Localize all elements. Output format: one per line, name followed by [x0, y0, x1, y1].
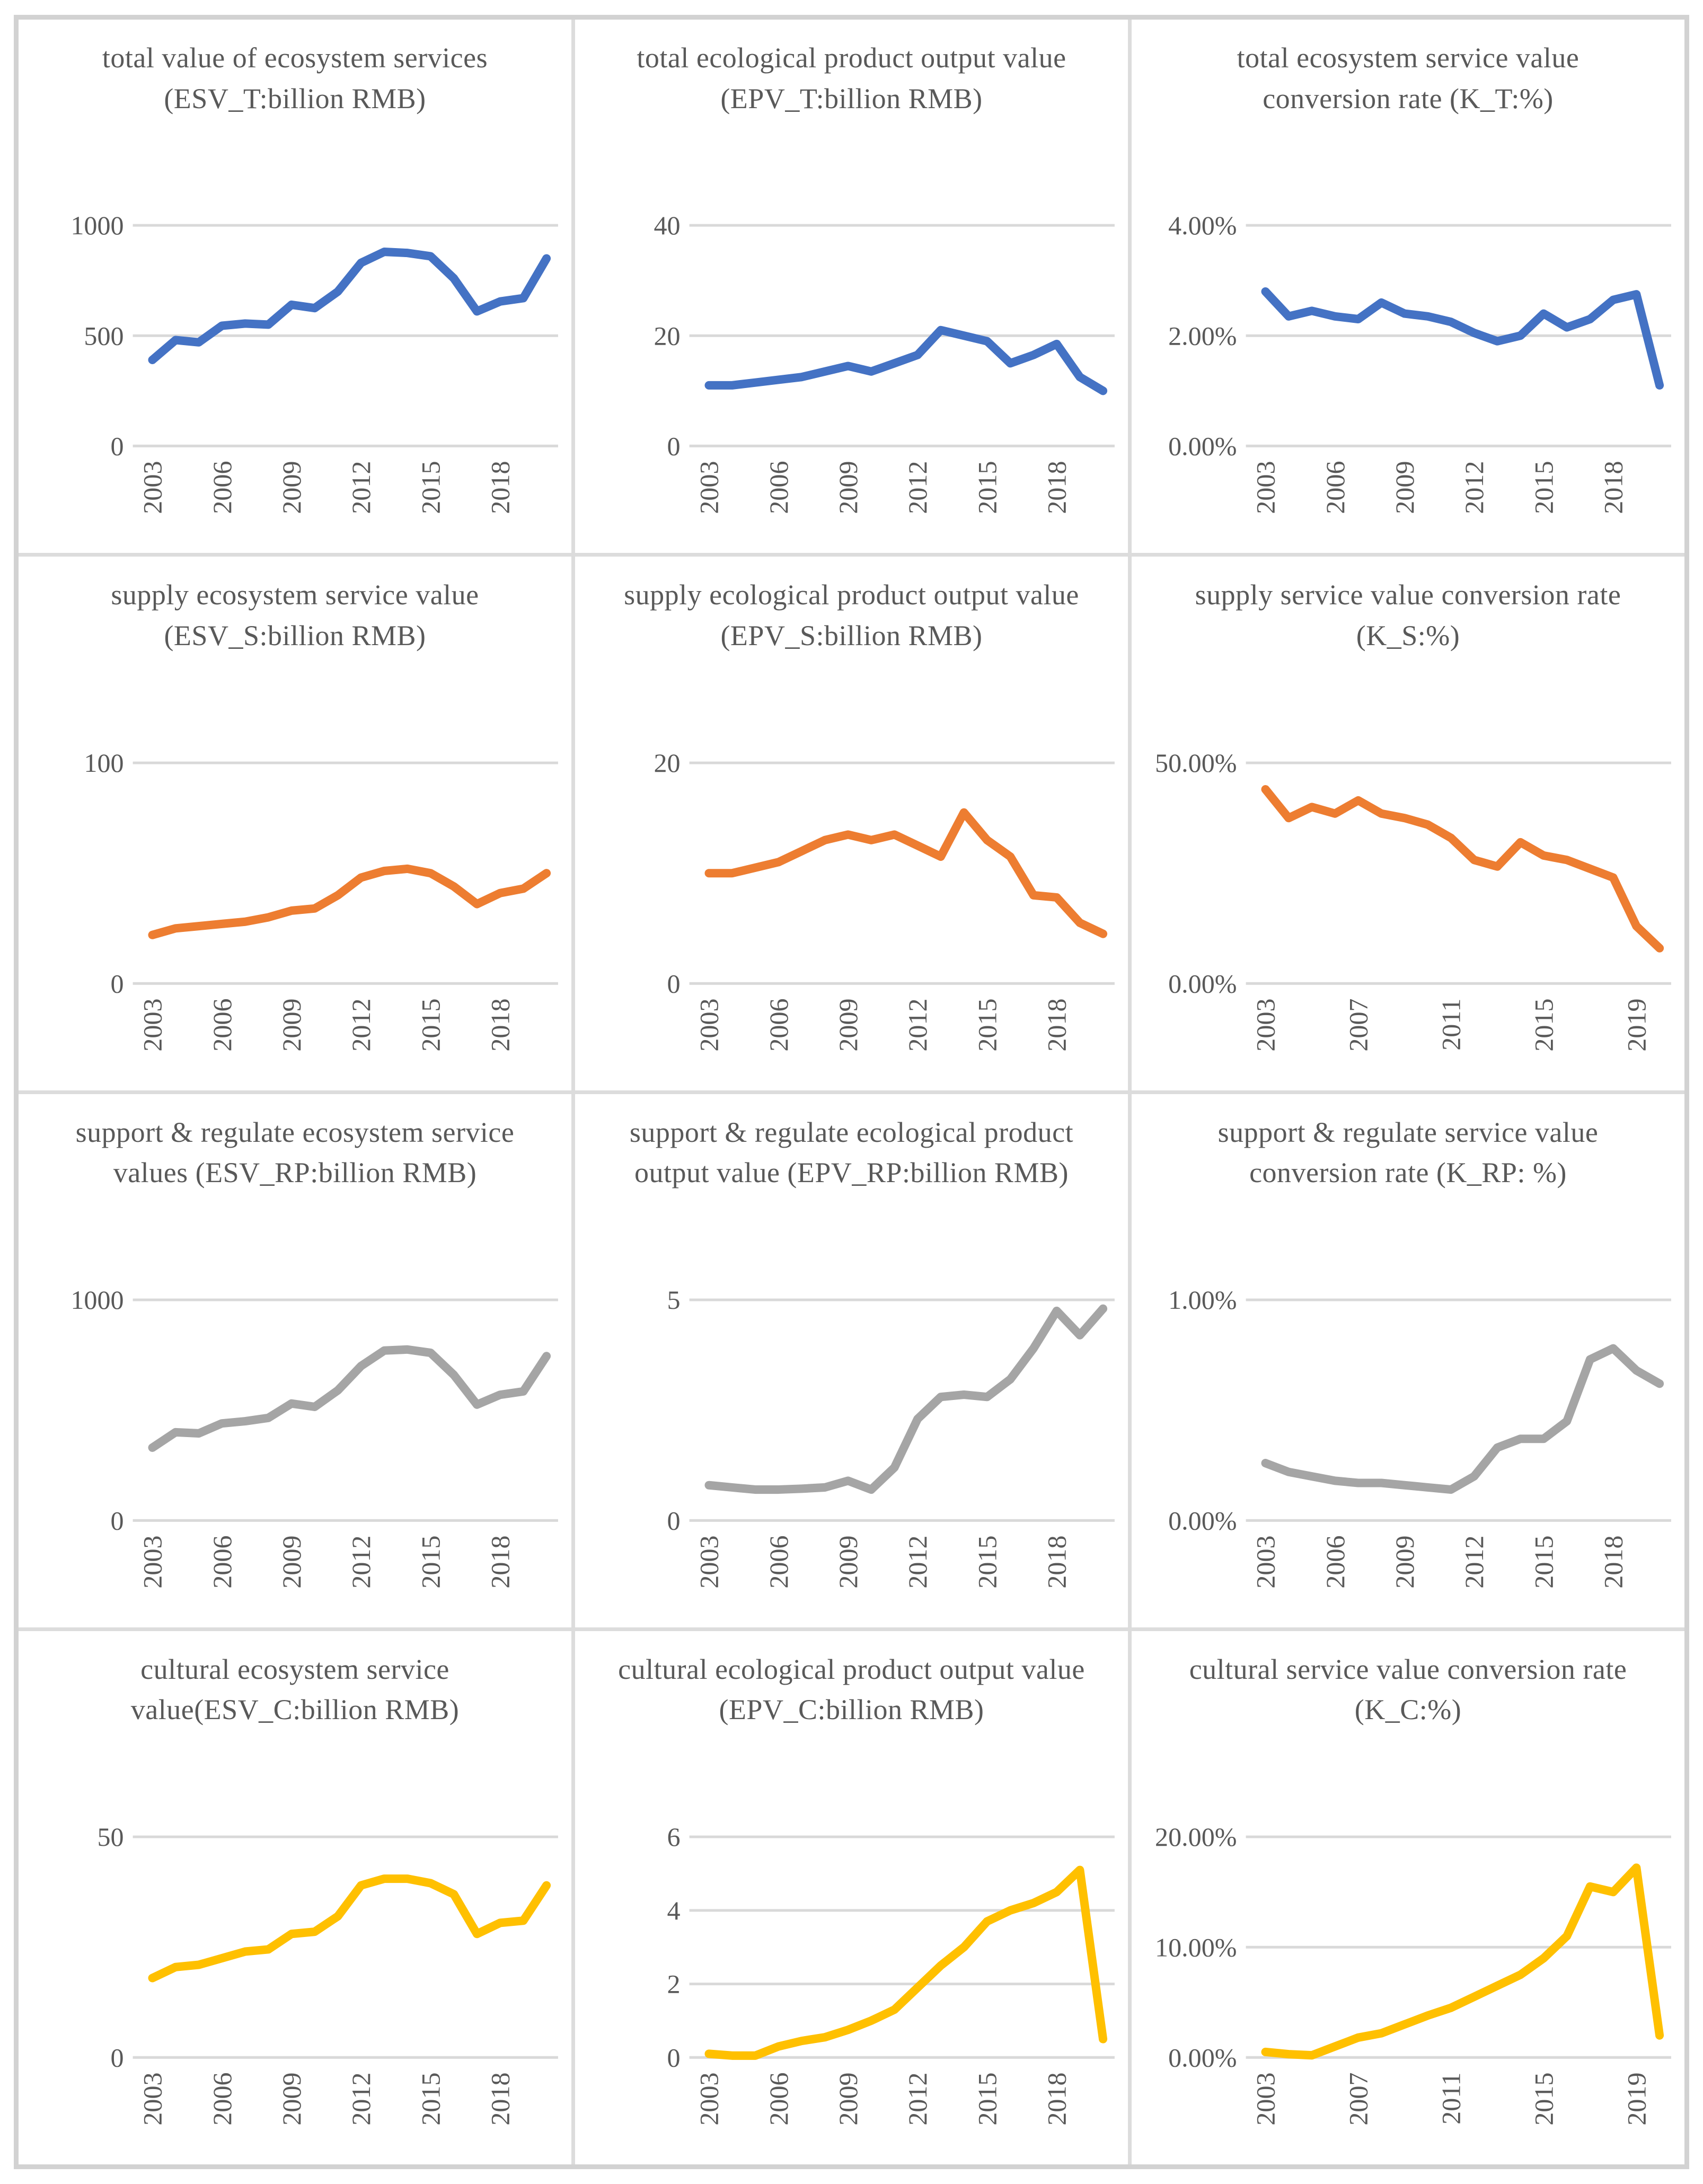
chart-cell-k-s	[1132, 557, 1684, 1090]
chart-title: support & regulate service value conversion rate (K_RP: %)	[1217, 1116, 1599, 1189]
x-tick-label: 2012	[903, 998, 933, 1052]
chart-cell-esv-t	[19, 20, 571, 553]
x-tick-label: 2003	[137, 1535, 167, 1589]
series-line	[1266, 292, 1660, 385]
x-tick-label: 2015	[972, 2072, 1002, 2126]
x-tick-label: 2012	[903, 1535, 933, 1589]
x-tick-label: 2018	[485, 461, 515, 515]
chart-grid	[14, 15, 1689, 2169]
y-tick-label: 40	[654, 210, 681, 241]
chart-title: total ecosystem service value conversion rate (K_T:%)	[1237, 42, 1580, 115]
series-line	[709, 1870, 1104, 2056]
y-tick-label: 0	[667, 2042, 681, 2073]
chart-cell-k-t	[1132, 20, 1684, 553]
x-tick-label: 2018	[1042, 998, 1072, 1052]
line-chart-esv-rp	[19, 1279, 571, 1624]
x-tick-label: 2012	[1459, 461, 1489, 515]
y-tick-label: 2.00%	[1168, 321, 1237, 351]
line-chart-epv-t	[575, 204, 1128, 550]
x-tick-label: 2015	[1529, 2072, 1559, 2126]
y-tick-label: 10.00%	[1155, 1932, 1237, 1962]
y-tick-label: 4	[667, 1896, 681, 1926]
line-chart-k-s	[1132, 742, 1684, 1087]
line-chart-esv-s	[19, 742, 571, 1087]
chart-cell-epv-rp	[575, 1094, 1128, 1627]
x-tick-label: 2003	[137, 998, 167, 1052]
y-tick-label: 0	[110, 968, 124, 998]
x-tick-label: 2012	[903, 461, 933, 515]
y-tick-label: 0	[110, 1505, 124, 1536]
x-tick-label: 2003	[1250, 461, 1281, 515]
x-tick-label: 2018	[485, 2072, 515, 2126]
chart-cell-epv-t	[575, 20, 1128, 553]
x-tick-label: 2009	[277, 461, 307, 515]
x-tick-label: 2012	[346, 2072, 376, 2126]
x-tick-label: 2009	[277, 2072, 307, 2126]
chart-title: cultural ecological product output value (EPV_C:billion RMB)	[618, 1653, 1085, 1726]
x-tick-label: 2018	[1042, 2072, 1072, 2126]
x-tick-label: 2018	[1042, 461, 1072, 515]
chart-title: support & regulate ecosystem service values (ESV_RP:billion RMB)	[75, 1116, 515, 1189]
series-line	[153, 1350, 547, 1448]
x-tick-label: 2009	[833, 998, 863, 1052]
y-tick-label: 0.00%	[1168, 2042, 1237, 2073]
x-tick-label: 2019	[1621, 2072, 1652, 2126]
x-tick-label: 2006	[763, 998, 793, 1052]
y-tick-label: 0.00%	[1168, 1505, 1237, 1536]
x-tick-label: 2019	[1621, 998, 1652, 1052]
series-line	[709, 812, 1104, 934]
line-chart-esv-t	[19, 204, 571, 550]
y-tick-label: 0.00%	[1168, 431, 1237, 461]
y-tick-label: 50	[97, 1822, 124, 1852]
chart-title: supply service value conversion rate (K_S:%)	[1195, 579, 1621, 651]
series-line	[1266, 1868, 1660, 2056]
x-tick-label: 2009	[833, 1535, 863, 1589]
x-tick-label: 2006	[1320, 1535, 1350, 1589]
x-tick-label: 2012	[903, 2072, 933, 2126]
y-tick-label: 5	[667, 1285, 681, 1315]
x-tick-label: 2015	[1529, 461, 1559, 515]
chart-title: cultural service value conversion rate (K_C:%)	[1189, 1653, 1627, 1726]
y-tick-label: 500	[84, 321, 124, 351]
y-tick-label: 50.00%	[1155, 747, 1237, 778]
x-tick-label: 2018	[485, 998, 515, 1052]
series-line	[709, 330, 1104, 391]
y-tick-label: 0	[110, 431, 124, 461]
x-tick-label: 2012	[346, 998, 376, 1052]
x-tick-label: 2006	[763, 461, 793, 515]
y-tick-label: 4.00%	[1168, 210, 1237, 241]
y-tick-label: 20	[654, 747, 681, 778]
chart-cell-epv-s	[575, 557, 1128, 1090]
line-chart-k-rp	[1132, 1279, 1684, 1624]
x-tick-label: 2009	[1390, 1535, 1420, 1589]
x-tick-label: 2009	[277, 1535, 307, 1589]
x-tick-label: 2003	[694, 998, 724, 1052]
y-tick-label: 0.00%	[1168, 968, 1237, 998]
chart-title: supply ecosystem service value (ESV_S:billion RMB)	[111, 579, 479, 651]
x-tick-label: 2015	[1529, 1535, 1559, 1589]
chart-title: total value of ecosystem services (ESV_T:billion RMB)	[102, 42, 488, 115]
x-tick-label: 2015	[416, 2072, 446, 2126]
chart-title: total ecological product output value (EPV_T:billion RMB)	[637, 42, 1066, 115]
y-tick-label: 0	[667, 1505, 681, 1536]
x-tick-label: 2003	[694, 2072, 724, 2126]
line-chart-k-t	[1132, 204, 1684, 550]
line-chart-epv-c	[575, 1816, 1128, 2161]
y-tick-label: 20.00%	[1155, 1822, 1237, 1852]
x-tick-label: 2006	[763, 1535, 793, 1589]
x-tick-label: 2003	[1250, 998, 1281, 1052]
series-line	[1266, 1349, 1660, 1490]
x-tick-label: 2006	[1320, 461, 1350, 515]
x-tick-label: 2006	[207, 998, 237, 1052]
x-tick-label: 2015	[416, 998, 446, 1052]
chart-cell-esv-rp	[19, 1094, 571, 1627]
x-tick-label: 2007	[1343, 998, 1373, 1052]
x-tick-label: 2012	[1459, 1535, 1489, 1589]
x-tick-label: 2007	[1343, 2072, 1373, 2126]
y-tick-label: 6	[667, 1822, 681, 1852]
y-tick-label: 0	[110, 2042, 124, 2073]
x-tick-label: 2009	[277, 998, 307, 1052]
x-tick-label: 2018	[1598, 1535, 1628, 1589]
x-tick-label: 2003	[1250, 1535, 1281, 1589]
x-tick-label: 2015	[972, 461, 1002, 515]
chart-cell-epv-c	[575, 1631, 1128, 2164]
series-line	[153, 1879, 547, 1978]
line-chart-epv-s	[575, 742, 1128, 1087]
series-line	[153, 252, 547, 360]
series-line	[153, 869, 547, 935]
chart-cell-k-c	[1132, 1631, 1684, 2164]
y-tick-label: 1.00%	[1168, 1285, 1237, 1315]
chart-title: support & regulate ecological product output value (EPV_RP:billion RMB)	[629, 1116, 1074, 1189]
y-tick-label: 100	[84, 747, 124, 778]
x-tick-label: 2015	[972, 998, 1002, 1052]
x-tick-label: 2018	[1598, 461, 1628, 515]
x-tick-label: 2012	[346, 461, 376, 515]
y-tick-label: 0	[667, 968, 681, 998]
x-tick-label: 2006	[763, 2072, 793, 2126]
y-tick-label: 1000	[70, 210, 124, 241]
line-chart-k-c	[1132, 1816, 1684, 2161]
y-tick-label: 20	[654, 321, 681, 351]
x-tick-label: 2011	[1436, 998, 1466, 1051]
x-tick-label: 2018	[485, 1535, 515, 1589]
x-tick-label: 2018	[1042, 1535, 1072, 1589]
x-tick-label: 2006	[207, 2072, 237, 2126]
x-tick-label: 2003	[694, 461, 724, 515]
series-line	[709, 1309, 1104, 1490]
line-chart-esv-c	[19, 1816, 571, 2161]
chart-title: supply ecological product output value (EPV_S:billion RMB)	[624, 579, 1079, 651]
series-line	[1266, 789, 1660, 948]
x-tick-label: 2015	[416, 461, 446, 515]
chart-cell-k-rp	[1132, 1094, 1684, 1627]
x-tick-label: 2006	[207, 1535, 237, 1589]
x-tick-label: 2015	[972, 1535, 1002, 1589]
chart-title: cultural ecosystem service value(ESV_C:billion RMB)	[130, 1653, 460, 1726]
x-tick-label: 2015	[1529, 998, 1559, 1052]
x-tick-label: 2003	[137, 2072, 167, 2126]
y-tick-label: 2	[667, 1969, 681, 1999]
x-tick-label: 2012	[346, 1535, 376, 1589]
chart-cell-esv-c	[19, 1631, 571, 2164]
y-tick-label: 0	[667, 431, 681, 461]
line-chart-epv-rp	[575, 1279, 1128, 1624]
x-tick-label: 2003	[1250, 2072, 1281, 2126]
x-tick-label: 2009	[1390, 461, 1420, 515]
x-tick-label: 2009	[833, 461, 863, 515]
x-tick-label: 2003	[694, 1535, 724, 1589]
x-tick-label: 2015	[416, 1535, 446, 1589]
x-tick-label: 2006	[207, 461, 237, 515]
x-tick-label: 2011	[1436, 2072, 1466, 2125]
x-tick-label: 2009	[833, 2072, 863, 2126]
x-tick-label: 2003	[137, 461, 167, 515]
y-tick-label: 1000	[70, 1285, 124, 1315]
chart-cell-esv-s	[19, 557, 571, 1090]
